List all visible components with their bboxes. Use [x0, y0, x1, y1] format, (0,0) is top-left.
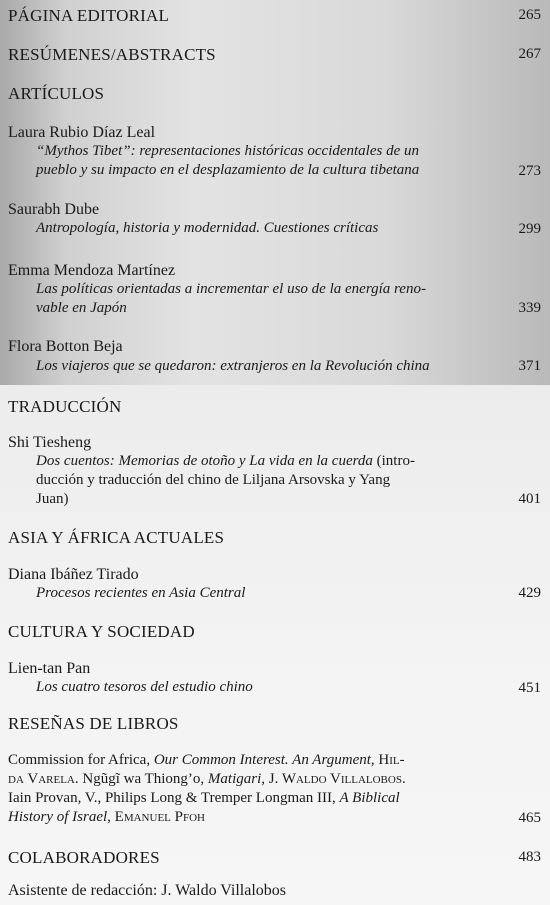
author-name: Lien-tan Pan: [8, 660, 91, 677]
section-colaboradores: COLABORADORES: [8, 848, 160, 867]
review-text: Iain Provan, V., Philips Long & Tremper Longman III,: [8, 790, 340, 806]
page-number: 401: [518, 491, 541, 507]
translation-line: Juan): [36, 491, 69, 507]
review-text: Commission for Africa,: [8, 752, 154, 768]
review-book-title: History of Israel: [8, 809, 108, 825]
section-asia: ASIA Y ÁFRICA ACTUALES: [8, 528, 225, 547]
reviewer-name: J. Waldo Villalobos: [268, 771, 402, 787]
article-title: “Mythos Tibet”: representaciones históricas occidentales de un: [36, 143, 420, 159]
editorial-assistant: Asistente de redacción: J. Waldo Villalobos: [8, 882, 286, 899]
page-number: 465: [518, 810, 541, 826]
translation-line: ducción y traducción del chino de Liljana Arsovska y Yang: [36, 472, 391, 488]
author-name: Shi Tiesheng: [8, 434, 92, 451]
page-number: 451: [518, 680, 541, 696]
review-book-title: Matigari: [207, 771, 262, 787]
review-line: [8, 752, 405, 769]
review-text: . Ngũgĩ wa Thiong’o,: [74, 771, 208, 787]
review-text: ,: [261, 771, 269, 787]
page-number: 267: [518, 46, 541, 62]
section-articulos: ARTÍCULOS: [8, 84, 105, 103]
article-title: vable en Japón: [36, 300, 127, 316]
article-title: Procesos recientes en Asia Central: [36, 585, 246, 601]
review-line: [8, 809, 205, 826]
review-book-title: Our Common Interest. An Argument: [153, 752, 371, 768]
review-text: ,: [370, 752, 379, 768]
article-title: Los cuatro tesoros del estudio chino: [36, 679, 253, 695]
article-title: Los viajeros que se quedaron: extranjeros en la Revolución china: [36, 358, 430, 374]
article-title: Las políticas orientadas a incrementar el uso de la energía reno-: [36, 281, 426, 297]
review-text: .: [401, 771, 406, 787]
section-cultura: CULTURA Y SOCIEDAD: [8, 622, 195, 641]
author-name: Flora Botton Beja: [8, 338, 123, 355]
article-title: Antropología, historia y modernidad. Cuestiones críticas: [36, 220, 379, 236]
section-resenas: RESEÑAS DE LIBROS: [8, 714, 179, 733]
review-line: [8, 790, 400, 807]
author-name: Emma Mendoza Martínez: [8, 262, 176, 279]
reviewer-name: da Varela: [8, 771, 75, 787]
page-number: 265: [518, 7, 541, 23]
page-number: 429: [518, 585, 541, 601]
author-name: Laura Rubio Díaz Leal: [8, 124, 156, 141]
review-book-title: A Biblical: [339, 790, 400, 806]
translation-line: [36, 453, 415, 470]
page-number: 483: [518, 849, 541, 865]
page-number: 371: [518, 358, 541, 374]
page-number: 273: [518, 163, 541, 179]
reviewer-name: Hil-: [378, 752, 405, 768]
translation-note: (intro-: [372, 453, 415, 469]
review-text: ,: [107, 809, 115, 825]
review-line: [8, 771, 406, 788]
section-editorial: PÁGINA EDITORIAL: [8, 6, 170, 25]
page-number: 299: [518, 221, 541, 237]
reviewer-name: Emanuel Pfoh: [114, 809, 205, 825]
author-name: Diana Ibáñez Tirado: [8, 566, 139, 583]
section-abstracts: RESÚMENES/ABSTRACTS: [8, 45, 216, 64]
author-name: Saurabh Dube: [8, 201, 100, 218]
article-title: pueblo y su impacto en el desplazamiento de la cultura tibetana: [36, 162, 420, 178]
page-number: 339: [518, 300, 541, 316]
translation-title: Dos cuentos: Memorias de otoño y La vida en la cuerda: [36, 453, 373, 469]
section-traduccion: TRADUCCIÓN: [8, 397, 122, 416]
